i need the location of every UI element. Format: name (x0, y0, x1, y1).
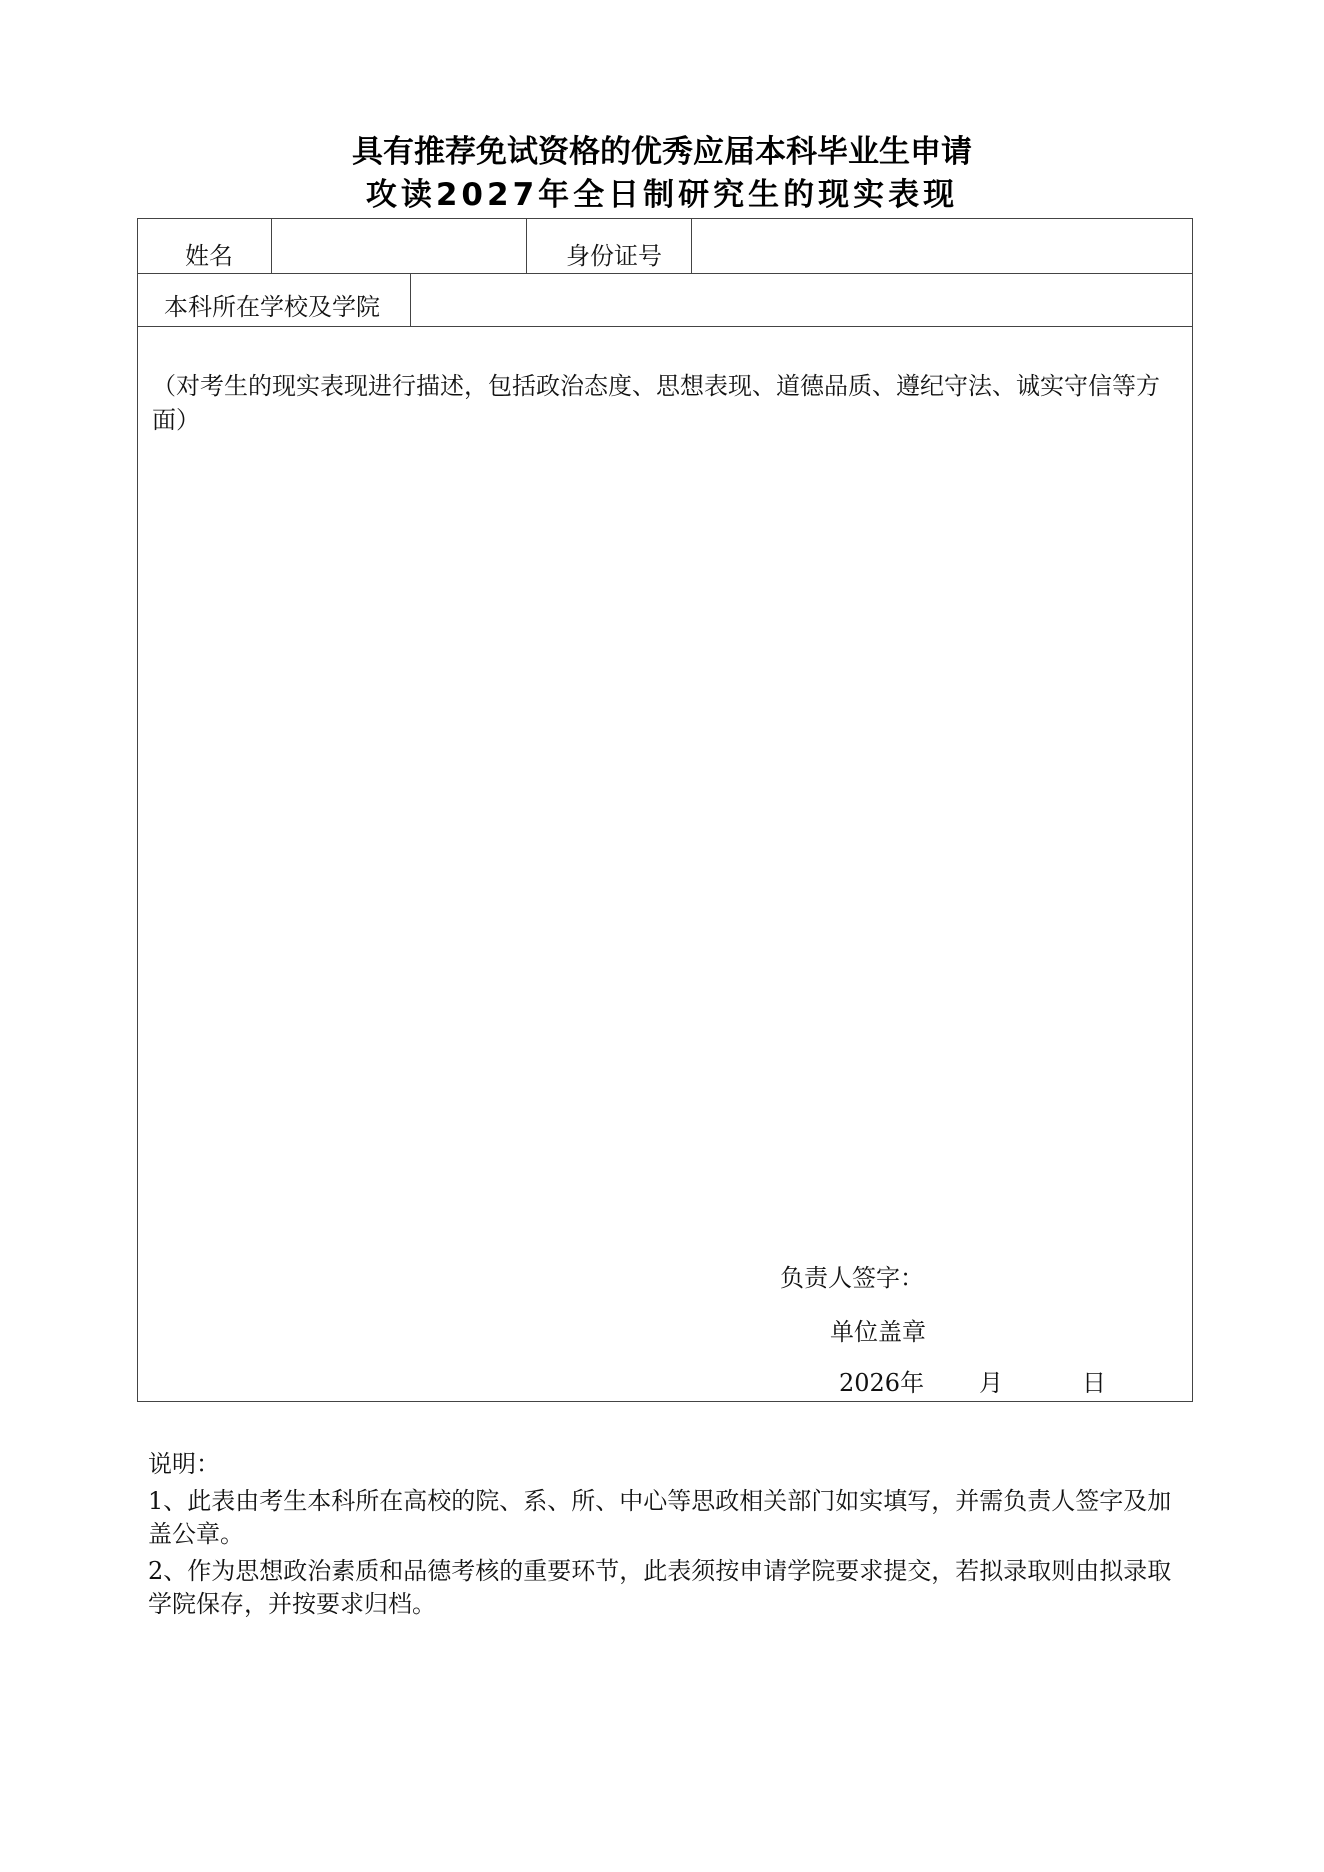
date-day: 日 (1082, 1369, 1106, 1397)
date-year: 2026年 (839, 1369, 925, 1397)
unit-seal-label: 单位盖章 (830, 1318, 926, 1346)
instruction-item-1: 1、此表由考生本科所在高校的院、系、所、中心等思政相关部门如实填写，并需负责人签字及加盖公章。 (148, 1487, 1172, 1548)
instructions-section (148, 1448, 1188, 1625)
row-divider-2 (138, 326, 1192, 327)
evaluation-form-table (137, 218, 1193, 1402)
document-title-line-2: 攻读2027年全日制研究生的现实表现 (365, 177, 959, 213)
responsible-person-signature-label: 负责人签字： (780, 1264, 924, 1292)
row-divider-1 (138, 273, 1192, 274)
performance-description-area[interactable] (140, 329, 1190, 1399)
school-college-field[interactable] (411, 275, 1191, 325)
instruction-item-2: 2、作为思想政治素质和品德考核的重要环节，此表须按申请学院要求提交，若拟录取则由拟录取学院保存，并按要求归档。 (148, 1557, 1172, 1618)
school-college-label: 本科所在学校及学院 (164, 293, 380, 321)
name-label: 姓名 (185, 242, 233, 270)
instructions-heading: 说明： (148, 1450, 220, 1478)
id-number-label: 身份证号 (566, 242, 662, 270)
name-field[interactable] (272, 221, 524, 271)
performance-description-prompt: （对考生的现实表现进行描述，包括政治态度、思想表现、道德品质、遵纪守法、诚实守信等方面） (152, 372, 1160, 434)
document-title-line-1: 具有推荐免试资格的优秀应届本科毕业生申请 (352, 134, 972, 170)
id-number-field[interactable] (692, 221, 1190, 271)
date-month: 月 (979, 1369, 1003, 1397)
col-divider-id-label (526, 219, 527, 273)
